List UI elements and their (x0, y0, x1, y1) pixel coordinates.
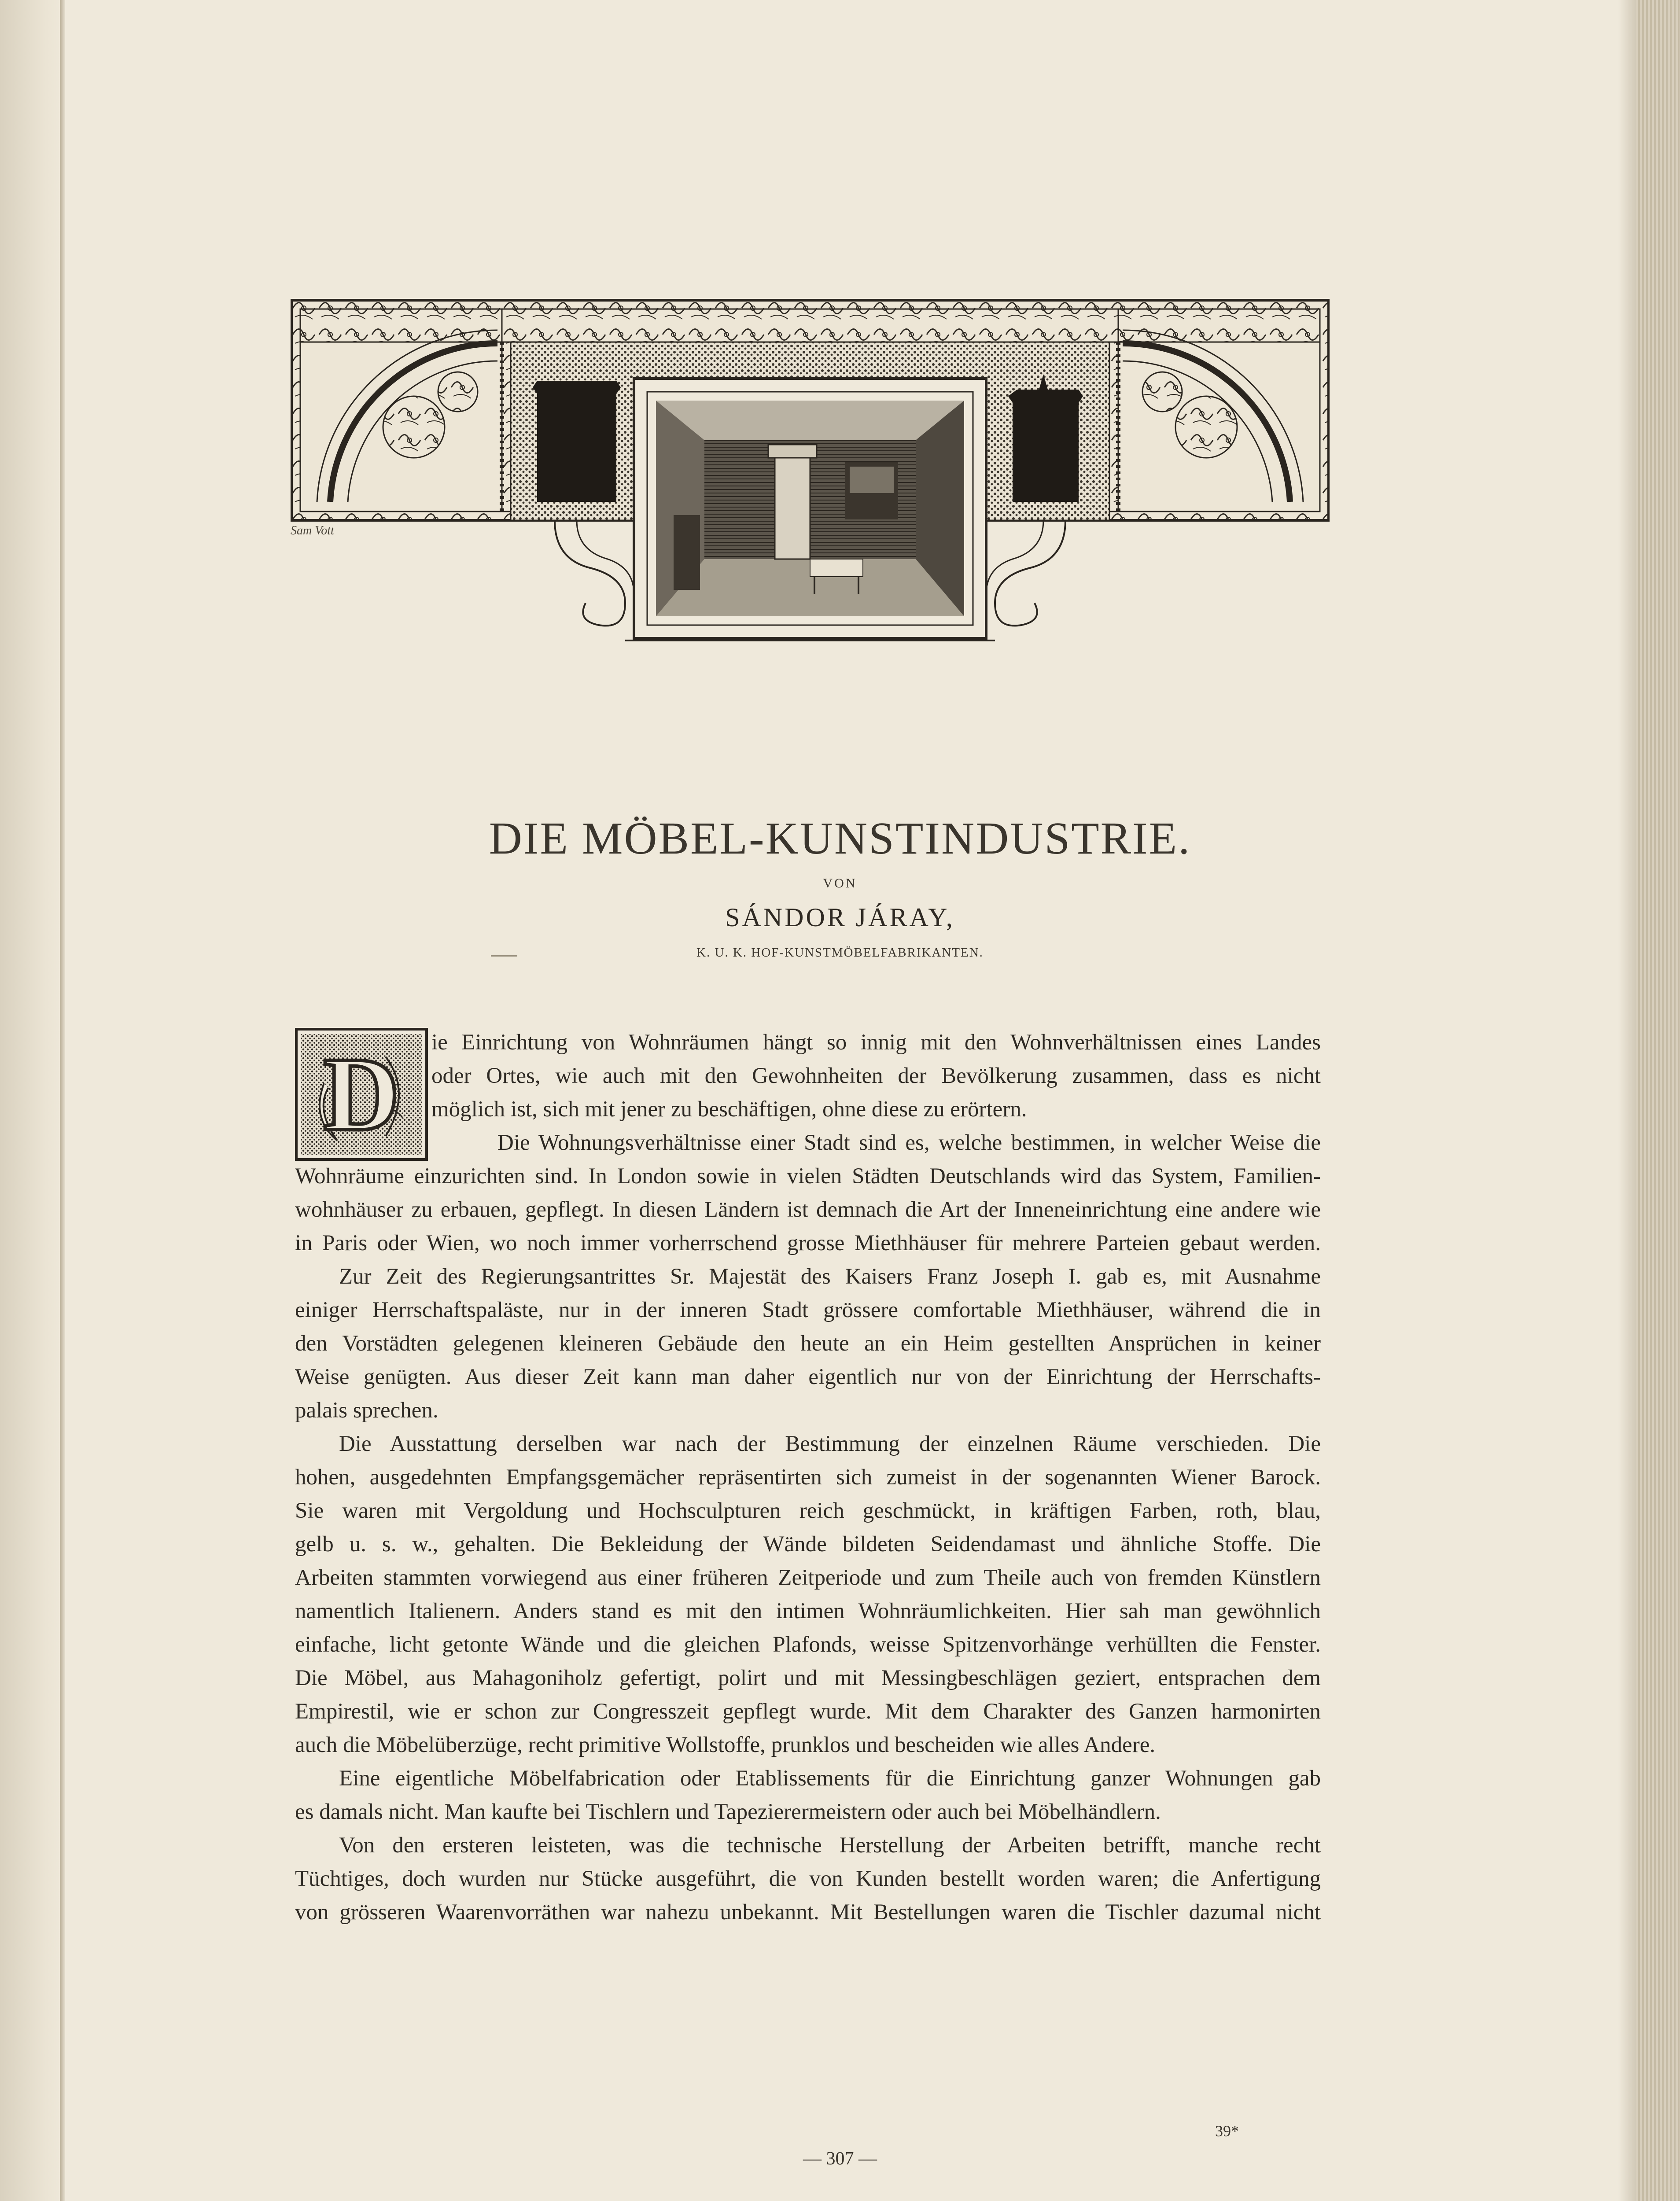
author-name: SÁNDOR JÁRAY, (725, 903, 955, 932)
engraver-signature: Sam Vott (291, 524, 334, 537)
text-line: Zur Zeit des Regierungsantrittes Sr. Majestät des Kaisers Franz Joseph I. gab es, mit Ausnahme (339, 1264, 1321, 1289)
article-title: DIE MÖBEL-KUNSTINDUSTRIE. (489, 813, 1191, 864)
text-line: palais sprechen. (295, 1398, 438, 1423)
text-line: von grösseren Waarenvorräthen war nahezu unbekannt. Mit Bestellungen waren die Tischler dazumal nicht (295, 1900, 1321, 1925)
page-number: — 307 — (803, 2149, 877, 2169)
text-line: Die Wohnungsverhältnisse einer Stadt sind es, welche bestimmen, in welcher Weise die (497, 1130, 1321, 1155)
right-edge-shadow (1618, 0, 1636, 2201)
text-line: Eine eigentliche Möbelfabrication oder Etablissements für die Einrichtung ganzer Wohnungen gab (339, 1766, 1321, 1791)
article-body (295, 1026, 1321, 1929)
text-line: Weise genügten. Aus dieser Zeit kann man daher eigentlich nur von der Einrichtung der Herrschafts- (295, 1365, 1321, 1389)
text-line: wohnhäuser zu erbauen, gepflegt. In diesen Ländern ist demnach die Art der Inneneinrichtung eine andere wie (295, 1197, 1321, 1222)
page-stack-edge (1636, 0, 1680, 2201)
text-line: Die Ausstattung derselben war nach der Bestimmung der einzelnen Räume verschieden. Die (339, 1432, 1321, 1456)
engraved-interior-scene (656, 401, 964, 616)
text-line: gelb u. s. w., gehalten. Die Bekleidung der Wände bildeten Seidendamast und ähnliche Stoffe. Die (295, 1532, 1321, 1557)
author-affiliation: K. U. K. HOF-KUNSTMÖBELFABRIKANTEN. (696, 946, 984, 960)
text-line: auch die Möbelüberzüge, recht primitive Wollstoffe, prunklos und bescheiden wie alles Andere. (295, 1733, 1156, 1757)
text-line: Wohnräume einzurichten sind. In London sowie in vielen Städten Deutschlands wird das System, Familien- (295, 1164, 1321, 1189)
text-line: oder Ortes, wie auch mit den Gewohnheiten der Bevölkerung zusammen, dass es nicht (431, 1064, 1321, 1088)
left-page-shadow (0, 0, 66, 2201)
text-line: Empirestil, wie er schon zur Congresszeit gepflegt wurde. Mit dem Charakter des Ganzen harmonirten (295, 1699, 1321, 1724)
text-line: Die Möbel, aus Mahagoniholz gefertigt, polirt und mit Messingbeschlägen geziert, entsprachen dem (295, 1666, 1321, 1690)
text-line: namentlich Italienern. Anders stand es mit den intimen Wohnräumlichkeiten. Hier sah man gewöhnlich (295, 1599, 1321, 1623)
text-line: in Paris oder Wien, wo noch immer vorherrschend grosse Miethhäuser für mehrere Parteien gebaut werden. (295, 1231, 1321, 1255)
headpiece-ornament-graphic (291, 295, 1330, 643)
text-line: Von den ersteren leisteten, was die technische Herstellung der Arbeiten betrifft, manche recht (339, 1833, 1321, 1858)
text-line: Tüchtiges, doch wurden nur Stücke ausgeführt, die von Kunden bestellt worden waren; die Anfertigung (295, 1866, 1321, 1891)
text-line: Sie waren mit Vergoldung und Hochsculpturen reich geschmückt, in kräftigen Farben, roth, blau, (295, 1498, 1321, 1523)
text-line: ie Einrichtung von Wohnräumen hängt so innig mit den Wohnverhältnissen eines Landes (431, 1030, 1321, 1055)
folio-signature: 39* (1215, 2122, 1239, 2140)
text-line: hohen, ausgedehnten Empfangsgemächer repräsentirten sich zumeist in der sogenannten Wiener Barock. (295, 1465, 1321, 1490)
initial-letter: D (323, 1035, 400, 1152)
text-line: einfache, licht getonte Wände und die gleichen Plafonds, weisse Spitzenvorhänge verhüllten die Fenster. (295, 1632, 1321, 1657)
text-line: den Vorstädten gelegenen kleineren Gebäude den heute an ein Heim gestellten Ansprüchen in keiner (295, 1331, 1321, 1356)
book-gutter (60, 0, 65, 2201)
ornamental-headpiece (291, 295, 1330, 643)
text-line: es damals nicht. Man kaufte bei Tischlern und Tapezierermeistern oder auch bei Möbelhändlern. (295, 1800, 1161, 1824)
byline-von: VON (823, 876, 857, 891)
text-line: Arbeiten stammten vorwiegend aus einer früheren Zeitperiode und zum Theile auch von fremden Künstlern (295, 1565, 1321, 1590)
text-line: möglich ist, sich mit jener zu beschäftigen, ohne diese zu erörtern. (431, 1097, 1027, 1122)
text-line: einiger Herrschaftspaläste, nur in der inneren Stadt grössere comfortable Miethhäuser, während die in (295, 1298, 1321, 1322)
